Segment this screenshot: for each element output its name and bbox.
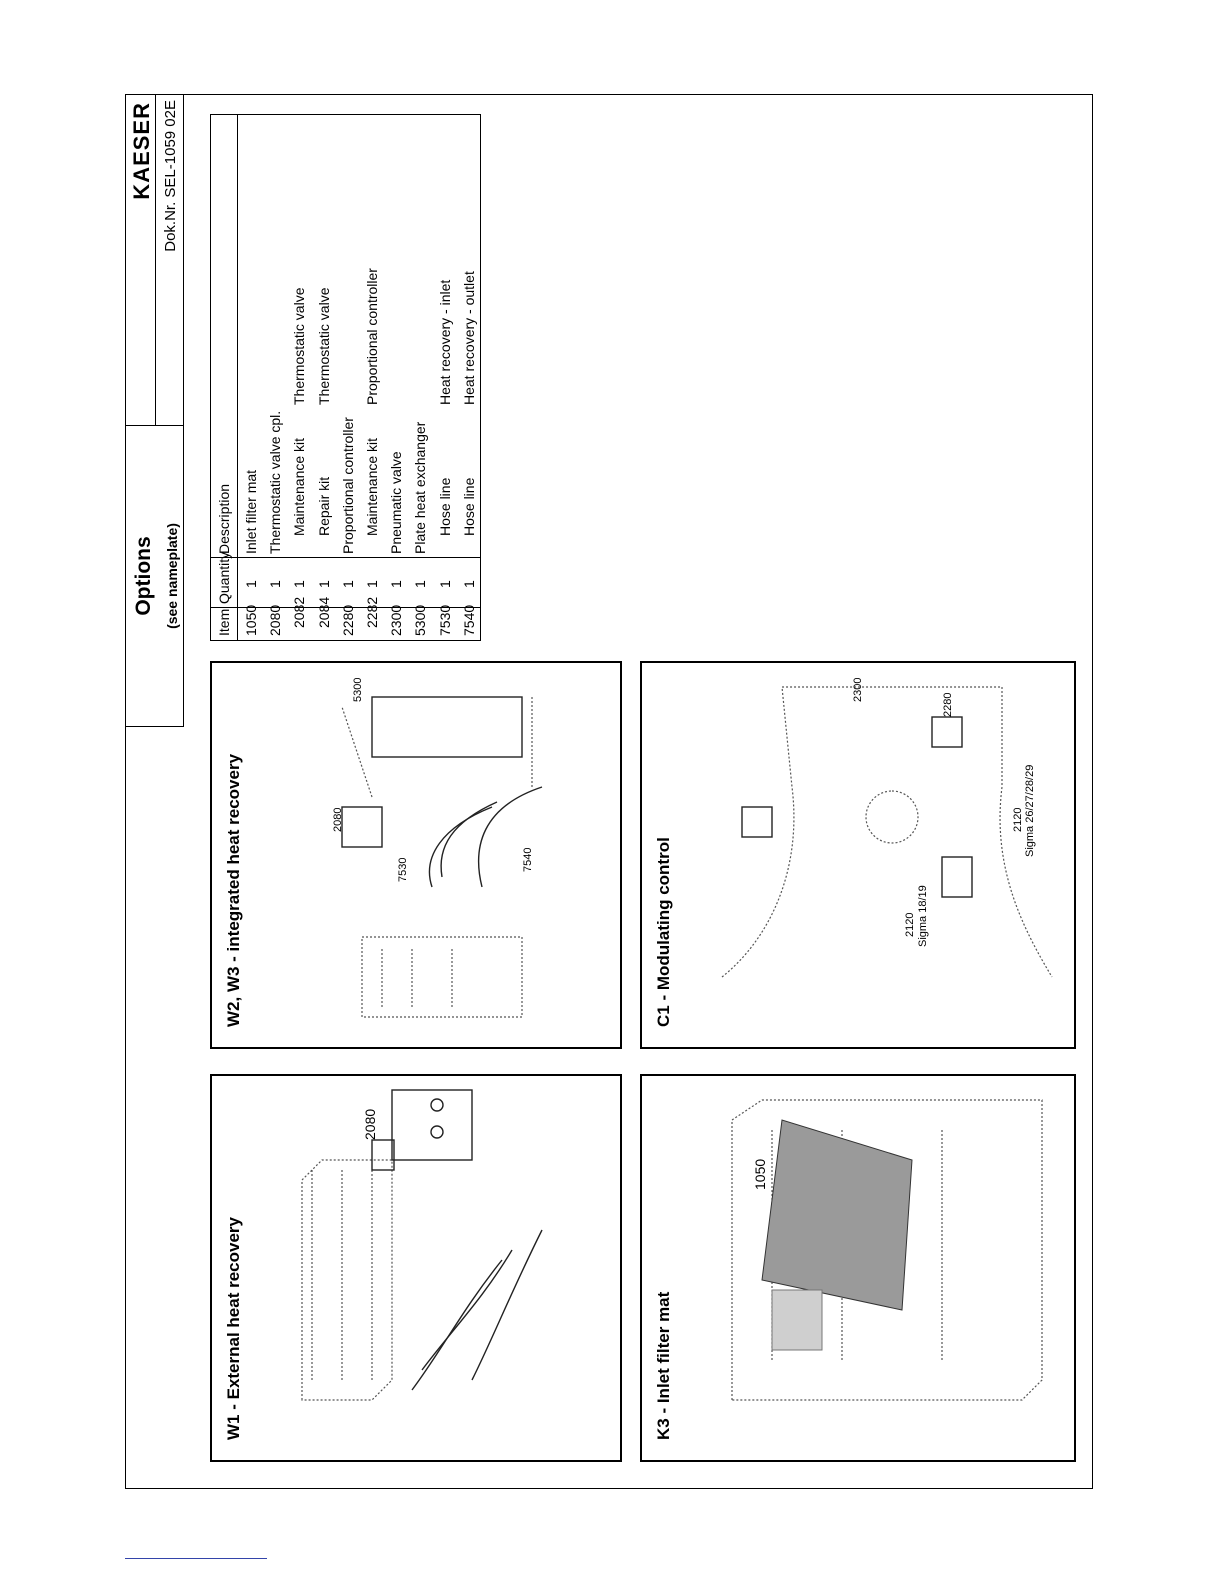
callout-label: Sigma 26/27/28/29 xyxy=(1024,764,1036,857)
document-number: Dok.Nr. SEL-1059 02E xyxy=(162,100,179,252)
footer-rule xyxy=(125,1558,267,1559)
table-cell-description: Plate heat exchanger xyxy=(412,421,429,554)
parts-table xyxy=(210,114,481,641)
callout-label: Sigma 18/19 xyxy=(917,885,929,947)
table-cell-item: 2280 xyxy=(339,604,356,636)
callout-label: 2080 xyxy=(332,807,344,832)
table-cell-description: Thermostatic valve cpl. xyxy=(267,410,284,554)
table-cell-item: 2300 xyxy=(388,604,405,636)
panel-title: W1 - External heat recovery xyxy=(224,1217,243,1440)
table-cell-note: Thermostatic valve xyxy=(291,287,308,405)
table-cell-item: 5300 xyxy=(412,604,429,636)
table-cell-note: Thermostatic valve xyxy=(315,287,332,405)
page-title: Options xyxy=(132,536,155,616)
table-cell-item: 2082 xyxy=(291,596,308,628)
callout-label: 2120 xyxy=(904,912,916,937)
table-cell-description: Hose line xyxy=(460,477,477,536)
table-cell-note: Heat recovery - outlet xyxy=(460,271,477,405)
table-cell-description: Repair kit xyxy=(315,476,332,536)
table-cell-item: 2282 xyxy=(364,596,380,628)
column-header-description: Description xyxy=(216,483,232,554)
table-cell-quantity: 1 xyxy=(243,580,259,588)
table-cell-item: 2080 xyxy=(267,604,284,636)
table-cell-quantity: 1 xyxy=(315,580,332,588)
w2-illustration xyxy=(212,663,620,1047)
callout-label: 2280 xyxy=(942,692,954,717)
table-cell-note: Heat recovery - inlet xyxy=(436,279,453,405)
page-frame xyxy=(125,94,1093,1489)
callout-label: 2080 xyxy=(362,1108,378,1140)
table-cell-quantity: 1 xyxy=(339,580,356,588)
w1-illustration xyxy=(212,1076,620,1460)
panel-title: C1 - Modulating control xyxy=(654,837,673,1027)
c1-illustration xyxy=(642,663,1074,1047)
rotated-sheet xyxy=(126,95,1094,1490)
panel-k3 xyxy=(640,1074,1076,1462)
page-subtitle: (see nameplate) xyxy=(164,523,180,629)
table-cell-item: 7540 xyxy=(460,604,477,636)
title-block-rule xyxy=(155,94,156,426)
panel-title: K3 - Inlet filter mat xyxy=(654,1291,673,1440)
column-header-quantity: Quantity xyxy=(216,551,232,604)
callout-label: 2120 xyxy=(1012,807,1024,832)
table-cell-item: 1050 xyxy=(243,604,259,636)
callout-label: 1050 xyxy=(752,1158,768,1190)
table-cell-quantity: 1 xyxy=(267,580,284,588)
table-cell-quantity: 1 xyxy=(291,580,308,588)
panel-w1 xyxy=(210,1074,622,1462)
panel-c1 xyxy=(640,661,1076,1049)
table-cell-description: Hose line xyxy=(436,477,453,536)
table-cell-description: Maintenance kit xyxy=(291,437,308,536)
callout-label: 2300 xyxy=(852,677,864,702)
column-divider xyxy=(211,557,480,558)
table-cell-item: 7530 xyxy=(436,604,453,636)
table-cell-quantity: 1 xyxy=(364,580,380,588)
brand-logo-text: KAESER xyxy=(129,102,154,200)
table-cell-quantity: 1 xyxy=(388,580,405,588)
k3-illustration xyxy=(642,1076,1074,1460)
table-cell-description: Maintenance kit xyxy=(364,437,380,536)
table-cell-note: Proportional controller xyxy=(364,268,380,405)
title-block xyxy=(126,95,184,727)
table-cell-description: Proportional controller xyxy=(339,417,356,554)
callout-label: 7530 xyxy=(397,857,409,882)
table-cell-quantity: 1 xyxy=(436,580,453,588)
callout-label: 5300 xyxy=(352,677,364,702)
panel-title: W2, W3 - integrated heat recovery xyxy=(224,753,243,1027)
panel-w2 xyxy=(210,661,622,1049)
table-cell-quantity: 1 xyxy=(460,580,477,588)
table-cell-item: 2084 xyxy=(315,596,332,628)
table-cell-description: Pneumatic valve xyxy=(388,451,405,554)
table-cell-description: Inlet filter mat xyxy=(243,469,259,554)
table-cell-quantity: 1 xyxy=(412,580,429,588)
column-header-item: Item xyxy=(216,608,232,636)
callout-label: 7540 xyxy=(522,847,534,872)
